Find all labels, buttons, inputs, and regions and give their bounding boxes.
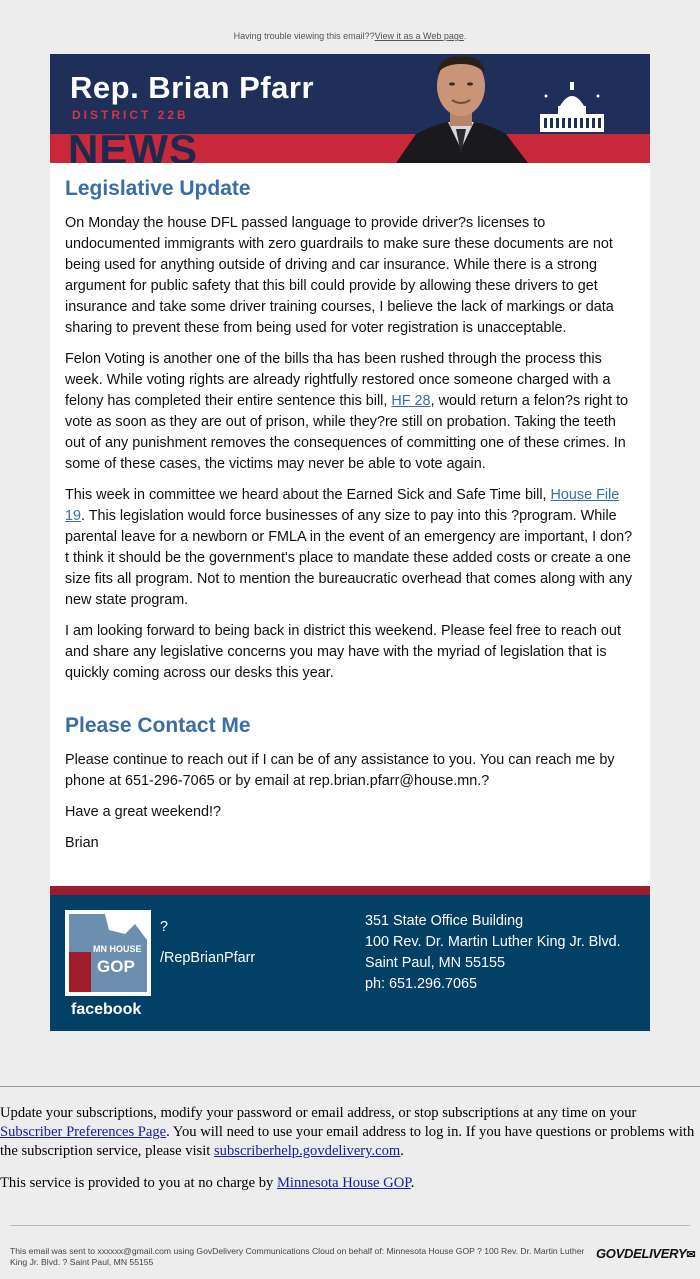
- address-line: Saint Paul, MN 55155: [365, 955, 505, 971]
- contact-paragraph: Please continue to reach out if I can be of any assistance to you. You can reach me by phone at 651-296-7065 or by email at rep.brian.pfarr@house.mn.?: [65, 752, 615, 789]
- preheader-text: Having trouble viewing this email??: [233, 31, 375, 41]
- address-line: 100 Rev. Dr. Martin Luther King Jr. Blvd.: [365, 934, 621, 950]
- capitol-icon: [538, 78, 606, 134]
- update-paragraph-3: [65, 485, 635, 611]
- banner-district: DISTRICT 22B: [72, 108, 189, 122]
- update-paragraph-2: [65, 349, 635, 475]
- service-text-a: This service is provided to you at no charge by: [0, 1175, 277, 1191]
- bottom-divider: [10, 1225, 690, 1226]
- footer: [50, 895, 650, 1031]
- govdelivery-logo[interactable]: [596, 1246, 695, 1261]
- address-line: 351 State Office Building: [365, 913, 524, 929]
- footer-red-band: [50, 886, 650, 895]
- representative-photo: [386, 54, 536, 163]
- logo-facebook-text: facebook: [71, 1001, 142, 1018]
- email-body: [50, 54, 650, 1031]
- subscription-text-a: Update your subscriptions, modify your password or email address, or stop subscriptions at any time on your: [0, 1105, 637, 1121]
- facebook-info: [160, 912, 255, 974]
- banner-name: Rep. Brian Pfarr: [70, 70, 315, 105]
- p2-text-a: Felon Voting is another one of the bills tha has been rushed through the process this week. While voting rights are already rightfully restored once someone charged with a felony has completed their entire sentence this bill,: [65, 351, 611, 409]
- update-paragraph-1: On Monday the house DFL passed language to provide driver?s licenses to undocumented immigrants with zero guardrails to make sure these documents are not being used for anything outside of driving and car insurance. While there is a strong argument for public safety that this bill could provide by allowing these drivers to get insurance and take some driver training courses, I believe the lack of markings or data sharing to prevent these from being used for voter registration is unacceptable.: [65, 215, 614, 336]
- subscriber-preferences-link[interactable]: Subscriber Preferences Page: [0, 1124, 167, 1140]
- service-text-b: .: [410, 1175, 415, 1191]
- main-content: [50, 163, 650, 886]
- contact-heading: Please Contact Me: [65, 714, 251, 737]
- header-banner: [50, 54, 650, 163]
- p3-text-b: . This legislation would force businesses of any size to pay into this ?program. While parental leave for a newborn or FMLA in the event of an emergency are important, I don?t think it should be the government's place to mandate these added costs or create a one size fits all program. Not to mention the bureaucratic overhead that comes along with any new state program.: [65, 508, 633, 608]
- service-paragraph: [0, 1174, 700, 1193]
- update-paragraph-4: I am looking forward to being back in district this weekend. Please feel free to reach out and share any legislative concerns you may have with the myriad of legislation that is quickly coming across our desks this year.: [65, 623, 621, 681]
- hf28-link[interactable]: HF 28: [391, 393, 431, 409]
- legislative-update-heading: Legislative Update: [65, 177, 251, 200]
- web-version-link[interactable]: View it as a Web page: [374, 31, 464, 41]
- address-phone: ph: 651.296.7065: [365, 976, 478, 992]
- facebook-question-mark: ?: [160, 919, 169, 935]
- signature: Brian: [65, 835, 99, 851]
- legal-text: This email was sent to xxxxxx@gmail.com using GovDelivery Communications Cloud on behalf of: Minnesota House GOP ? 100 Rev. Dr. Martin Luther King Jr. Blvd. ? Saint Paul, MN 55155: [10, 1246, 585, 1267]
- govdelivery-text: GOVDELIVERY: [596, 1246, 687, 1261]
- house-file-19-link[interactable]: House File 19: [65, 487, 620, 524]
- preheader-suffix: .: [463, 31, 467, 41]
- divider: [0, 1086, 700, 1087]
- facebook-handle[interactable]: /RepBrianPfarr: [160, 950, 256, 966]
- office-address: [365, 911, 621, 995]
- logo-mnhouse-text: MN HOUSE: [93, 944, 142, 954]
- subscriberhelp-link[interactable]: subscriberhelp.govdelivery.com: [214, 1143, 401, 1159]
- banner-news: NEWS: [68, 126, 198, 163]
- contact-section: [65, 714, 635, 854]
- logo-gop-text: GOP: [97, 957, 135, 976]
- p3-text-a: This week in committee we heard about the Earned Sick and Safe Time bill,: [65, 487, 551, 503]
- subscription-text-c: .: [400, 1143, 404, 1159]
- weekend-greeting: Have a great weekend!?: [65, 804, 221, 820]
- p2-text-b: , would return a felon?s right to vote as soon as they are out of prison, while they?re still on probation. Taking the teeth out of any punishment removes the consequences of committing one of these crimes. In some of these cases, the victims may never be able to vote again.: [65, 393, 629, 472]
- envelope-icon: ✉: [686, 1249, 696, 1261]
- minnesota-house-gop-link[interactable]: Minnesota House GOP: [276, 1175, 411, 1191]
- subscription-text-b: . You will need to use your email address to log in. If you have questions or problems with the subscription service, please visit: [0, 1124, 695, 1159]
- preheader: [0, 31, 700, 41]
- subscription-paragraph: [0, 1104, 700, 1161]
- subscription-footer: [0, 1086, 700, 1267]
- facebook-logo[interactable]: [65, 910, 151, 1020]
